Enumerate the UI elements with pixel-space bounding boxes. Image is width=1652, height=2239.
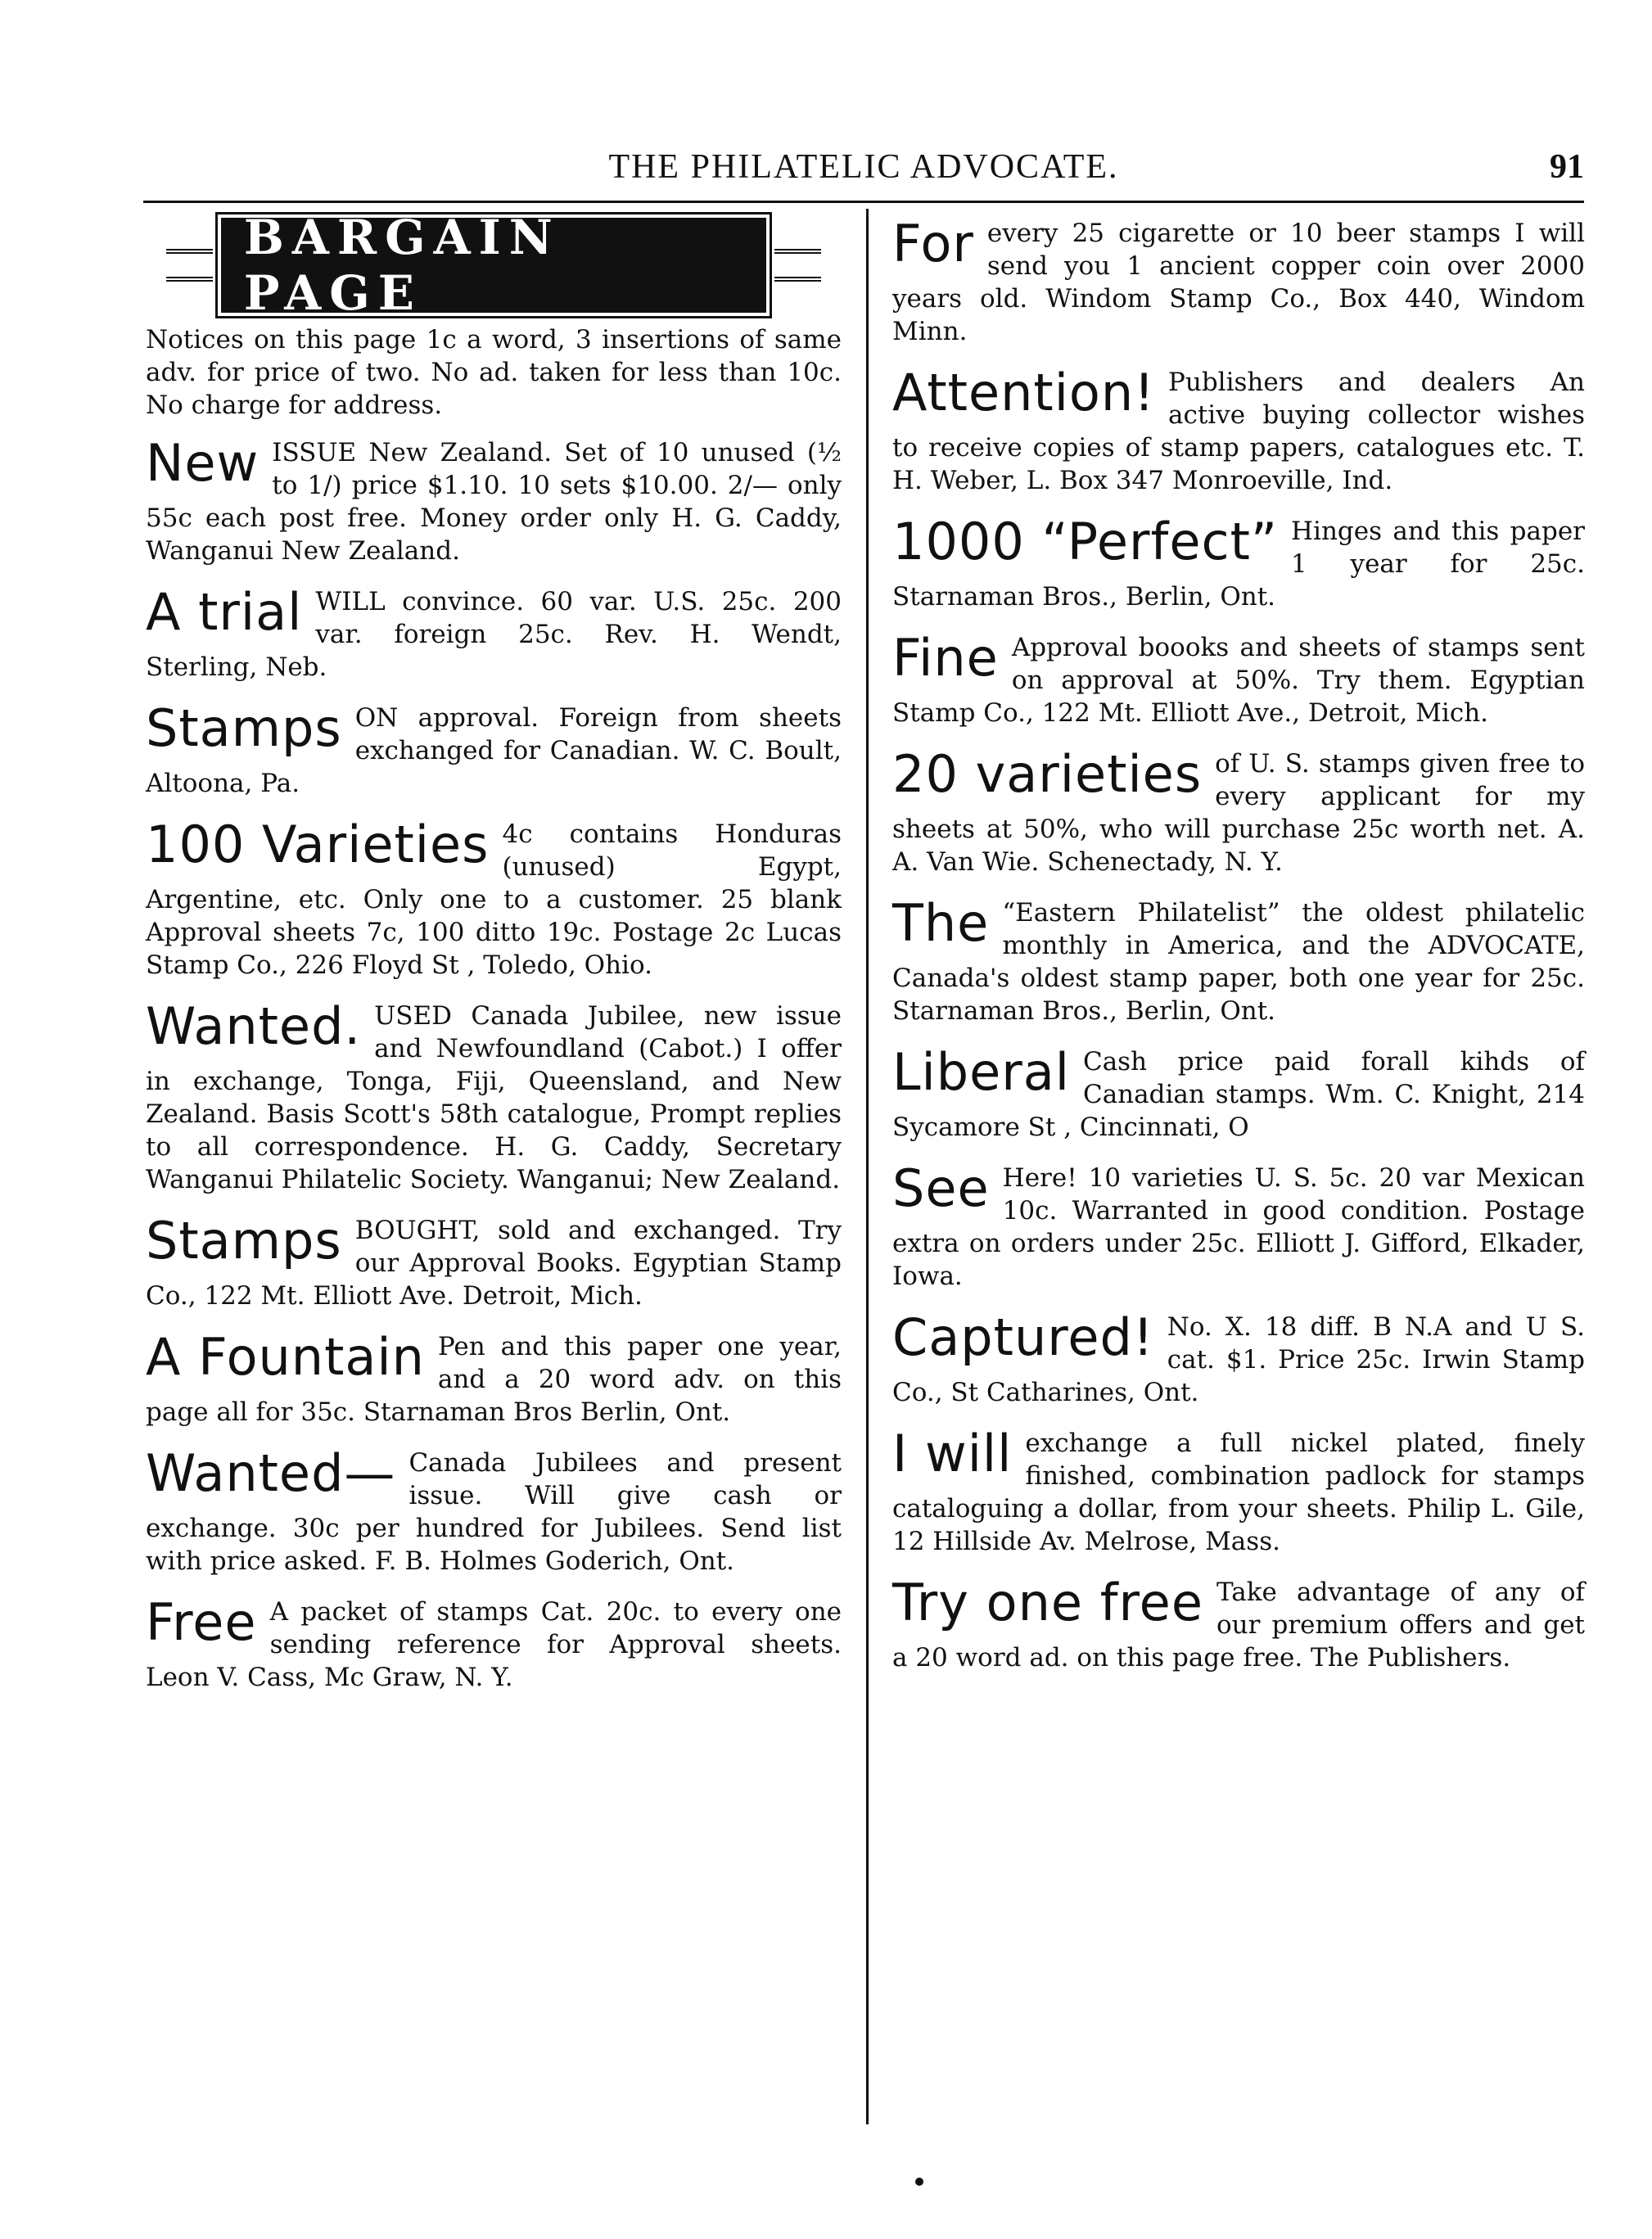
classified-ad [146, 1211, 842, 1312]
ad-keyword: Liberal [892, 1042, 1070, 1102]
classified-ad [146, 1443, 842, 1578]
ad-text: Here! 10 varieties U. S. 5c. 20 var Mexican 10c. Warranted in good condition. Postage extra on orders under 25c. Elliott J. Gifford, Elkader, Iowa. [892, 1163, 1585, 1291]
page-number: 91 [1550, 148, 1584, 186]
classified-ad [146, 698, 842, 800]
ad-keyword: The [892, 893, 990, 953]
ad-keyword: See [892, 1158, 990, 1218]
ad-keyword: Fine [892, 628, 999, 688]
ad-text: BOUGHT, sold and exchanged. Try our Approval Books. Egyptian Stamp Co., 122 Mt. Elliott Ave. Detroit, Mich. [146, 1216, 842, 1311]
ad-text: ISSUE New Zealand. Set of 10 unused (½ to 1/) price $1.10. 10 sets $10.00. 2/— only 55c each post free. Money order only H. G. Caddy, Wanganui New Zealand. [146, 438, 842, 566]
ad-text: USED Canada Jubilee, new issue and Newfoundland (Cabot.) I offer in exchange, Tonga, Fiji, Queensland, and New Zealand. Basis Scott's 58th catalogue, Prompt replies to all correspondence. H. G. Caddy, Secretary Wanganui Philatelic Society. Wanganui; New Zealand. [146, 1001, 842, 1194]
classified-ad [892, 214, 1585, 348]
ad-text: every 25 cigarette or 10 beer stamps I will send you 1 ancient copper coin over 2000 years old. Windom Stamp Co., Box 440, Windom Minn. [892, 219, 1585, 346]
ad-text: of U. S. stamps given free to every applicant for my sheets at 50%, who will purchase 25c worth net. A. A. Van Wie. Schenectady, N. Y. [892, 749, 1585, 877]
banner-ornament-left [158, 224, 221, 306]
ad-keyword: Try one free [892, 1573, 1203, 1632]
ad-text: exchange a full nickel plated, finely finished, combination padlock for stamps cataloguing a dollar, from your sheets. Philip L. Gile, 12 Hillside Av. Melrose, Mass. [892, 1429, 1585, 1556]
classified-ad [146, 582, 842, 684]
ad-keyword: Captured! [892, 1307, 1154, 1367]
bargain-page-banner [158, 210, 829, 321]
printer-dot [915, 2178, 923, 2186]
classified-ad [146, 1592, 842, 1694]
ad-keyword: Free [146, 1592, 257, 1652]
column-divider [866, 209, 869, 2124]
classified-ad [892, 1573, 1585, 1674]
banner-title: BARGAIN PAGE [243, 210, 561, 321]
ad-keyword: 1000 “Perfect” [892, 512, 1279, 571]
ad-text: WILL convince. 60 var. U.S. 25c. 200 var. foreign 25c. Rev. H. Wendt, Sterling, Neb. [146, 587, 842, 682]
classified-ad [892, 744, 1585, 878]
classified-ad [892, 628, 1585, 729]
running-head [143, 147, 1584, 196]
ad-text: “Eastern Philatelist” the oldest philatelic monthly in America, and the ADVOCATE, Canada's oldest stamp paper, both one year for 25c. Starnaman Bros., Berlin, Ont. [892, 898, 1585, 1026]
banner-ornament-right [766, 224, 829, 306]
ad-keyword: 100 Varieties [146, 815, 490, 874]
classified-ad [146, 996, 842, 1196]
publication-title: THE PHILATELIC ADVOCATE. [608, 148, 1119, 186]
ad-keyword: A Fountain [146, 1327, 425, 1387]
ad-keyword: For [892, 214, 974, 273]
ad-text: Take advantage of any of our premium offers and get a 20 word ad. on this page free. The Publishers. [892, 1578, 1585, 1672]
classified-ad [892, 1158, 1585, 1293]
ad-keyword: Stamps [146, 1211, 342, 1271]
ad-text: 4c contains Honduras (unused) Egypt, Argentine, etc. Only one to a customer. 25 blank Approval sheets 7c, 100 ditto 19c. Postage 2c Lucas Stamp Co., 226 Floyd St , Toledo, Ohio. [146, 819, 842, 980]
ad-text: A packet of stamps Cat. 20c. to every one sending reference for Approval sheets. Leon V. Cass, Mc Graw, N. Y. [146, 1597, 842, 1692]
classified-ad [892, 1042, 1585, 1144]
ad-keyword: Attention! [892, 363, 1155, 422]
right-column [892, 214, 1585, 1692]
ad-text: ON approval. Foreign from sheets exchanged for Canadian. W. C. Boult, Altoona, Pa. [146, 703, 842, 798]
classified-ad [892, 1424, 1585, 1558]
classified-ad [892, 1307, 1585, 1409]
ad-keyword: New [146, 433, 260, 493]
ad-keyword: 20 varieties [892, 744, 1203, 804]
ad-text: Approval boooks and sheets of stamps sent on approval at 50%. Try them. Egyptian Stamp Co., 122 Mt. Elliott Ave., Detroit, Mich. [892, 633, 1585, 728]
classified-ad [146, 433, 842, 567]
ad-keyword: Wanted. [146, 996, 362, 1056]
classified-ad [146, 1327, 842, 1429]
ad-text: Hinges and this paper 1 year for 25c. Starnaman Bros., Berlin, Ont. [892, 517, 1585, 612]
ad-keyword: Stamps [146, 698, 342, 758]
ad-text: Canada Jubilees and present issue. Will give cash or exchange. 30c per hundred for Jubilees. Send list with price asked. F. B. Holmes Goderich, Ont. [146, 1448, 842, 1576]
banner-box [221, 210, 766, 321]
classified-ad [892, 512, 1585, 613]
ad-text: Publishers and dealers An active buying collector wishes to receive copies of stamp papers, catalogues etc. T. H. Weber, L. Box 347 Monroeville, Ind. [892, 368, 1585, 495]
ad-text: Pen and this paper one year, and a 20 word adv. on this page all for 35c. Starnaman Bros Berlin, Ont. [146, 1332, 842, 1427]
notice-intro: Notices on this page 1c a word, 3 insertions of same adv. for price of two. No ad. taken for less than 10c. No charge for address. [146, 325, 842, 420]
header-rule [143, 201, 1584, 203]
ad-keyword: I will [892, 1424, 1013, 1483]
classified-ad [146, 815, 842, 982]
ad-text: Cash price paid forall kihds of Canadian stamps. Wm. C. Knight, 214 Sycamore St , Cincinnati, O [892, 1047, 1585, 1142]
ad-text: No. X. 18 diff. B N.A and U S. cat. $1. Price 25c. Irwin Stamp Co., St Catharines, Ont. [892, 1312, 1585, 1407]
ad-keyword: A trial [146, 582, 303, 642]
classified-ad [892, 363, 1585, 497]
classified-ad [892, 893, 1585, 1027]
ad-keyword: Wanted— [146, 1443, 396, 1503]
left-column [146, 210, 842, 1712]
